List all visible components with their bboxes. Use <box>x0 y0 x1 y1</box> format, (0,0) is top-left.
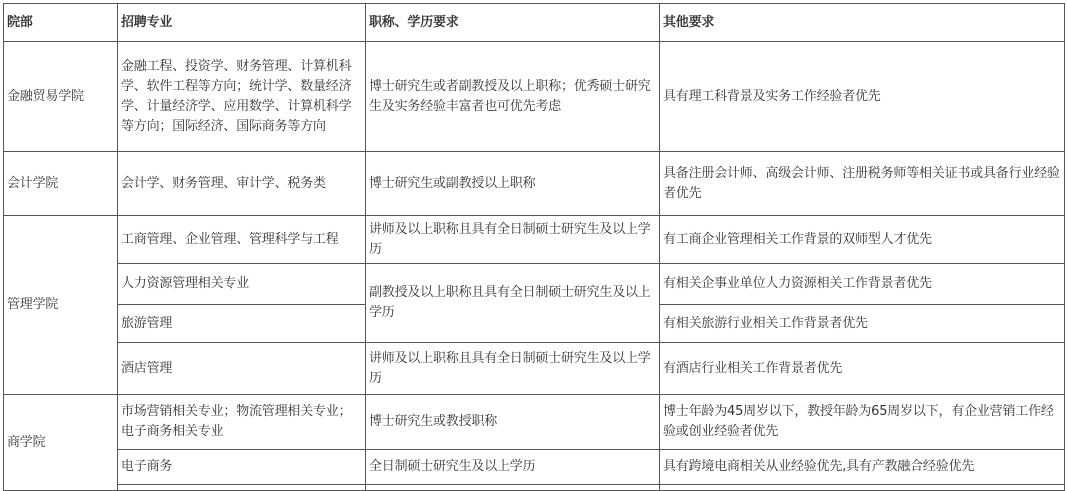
other-cell: 具有跨境电商相关从业经验优先,具有产教融合经验优先 <box>660 450 1065 485</box>
table-row <box>4 42 1065 152</box>
table-row <box>4 343 1065 395</box>
table-row <box>4 450 1065 485</box>
empty-cell <box>660 485 1065 491</box>
table-row-partial <box>4 485 1065 491</box>
header-college: 院部 <box>4 4 118 42</box>
major-cell: 金融工程、投资学、财务管理、计算机科学、软件工程等方向；统计学、数量经济学、计量经济学、应用数学、计算机科学等方向；国际经济、国际商务等方向 <box>118 42 366 152</box>
college-cell: 金融贸易学院 <box>4 42 118 152</box>
title-degree-cell: 副教授及以上职称且具有全日制硕士研究生及以上学历 <box>366 264 660 343</box>
major-cell: 电子商务 <box>118 450 366 485</box>
header-other: 其他要求 <box>660 4 1065 42</box>
header-title-degree: 职称、学历要求 <box>366 4 660 42</box>
major-cell: 市场营销相关专业；物流管理相关专业；电子商务相关专业 <box>118 395 366 450</box>
title-degree-cell: 博士研究生或者副教授及以上职称；优秀硕士研究生及实务经验丰富者也可优先考虑 <box>366 42 660 152</box>
empty-cell <box>366 485 660 491</box>
other-cell: 有相关旅游行业相关工作背景者优先 <box>660 305 1065 343</box>
major-cell: 旅游管理 <box>118 305 366 343</box>
title-degree-cell: 博士研究生或副教授以上职称 <box>366 152 660 216</box>
college-cell: 商学院 <box>4 395 118 491</box>
other-cell: 具有理工科背景及实务工作经验者优先 <box>660 42 1065 152</box>
empty-cell <box>118 485 366 491</box>
college-cell: 会计学院 <box>4 152 118 216</box>
table-row <box>4 264 1065 305</box>
table-row <box>4 395 1065 450</box>
table-header-row <box>4 4 1065 42</box>
header-major: 招聘专业 <box>118 4 366 42</box>
college-cell: 管理学院 <box>4 216 118 395</box>
title-degree-cell: 讲师及以上职称且具有全日制硕士研究生及以上学历 <box>366 216 660 264</box>
title-degree-cell: 讲师及以上职称且具有全日制硕士研究生及以上学历 <box>366 343 660 395</box>
table-row <box>4 152 1065 216</box>
other-cell: 博士年龄为45周岁以下，教授年龄为65周岁以下，有企业营销工作经验或创业经验者优先 <box>660 395 1065 450</box>
recruitment-table <box>3 3 1065 491</box>
table-row <box>4 216 1065 264</box>
title-degree-cell: 全日制硕士研究生及以上学历 <box>366 450 660 485</box>
other-cell: 有相关企事业单位人力资源相关工作背景者优先 <box>660 264 1065 305</box>
other-cell: 有酒店行业相关工作背景者优先 <box>660 343 1065 395</box>
major-cell: 人力资源管理相关专业 <box>118 264 366 305</box>
other-cell: 有工商企业管理相关工作背景的双师型人才优先 <box>660 216 1065 264</box>
major-cell: 工商管理、企业管理、管理科学与工程 <box>118 216 366 264</box>
major-cell: 酒店管理 <box>118 343 366 395</box>
major-cell: 会计学、财务管理、审计学、税务类 <box>118 152 366 216</box>
title-degree-cell: 博士研究生或教授职称 <box>366 395 660 450</box>
other-cell: 具备注册会计师、高级会计师、注册税务师等相关证书或具备行业经验者优先 <box>660 152 1065 216</box>
